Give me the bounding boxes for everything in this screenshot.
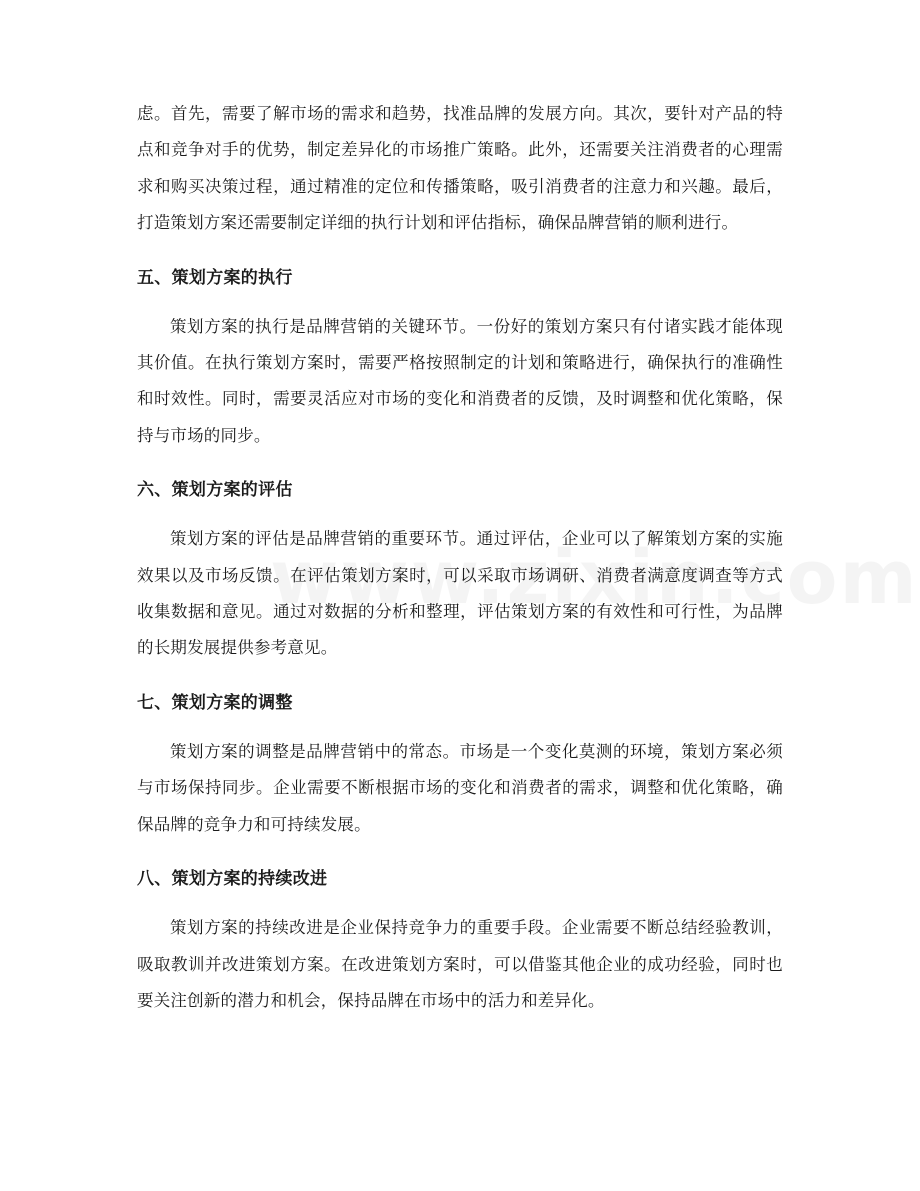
section-body-adjustment: 策划方案的调整是品牌营销中的常态。市场是一个变化莫测的环境，策划方案必须与市场保持同步。企业需要不断根据市场的变化和消费者的需求，调整和优化策略，确保品牌的竞争力和可持续发展。 <box>137 741 783 834</box>
section-heading-execution: 五、策划方案的执行 <box>137 267 293 288</box>
document-body <box>137 96 783 1019</box>
section-body-improvement: 策划方案的持续改进是企业保持竞争力的重要手段。企业需要不断总结经验教训，吸取教训并改进策划方案。在改进策划方案时，可以借鉴其他企业的成功经验，同时也要关注创新的潜力和机会，保持品牌在市场中的活力和差异化。 <box>137 918 783 1010</box>
intro-paragraph: 虑。首先，需要了解市场的需求和趋势，找准品牌的发展方向。其次，要针对产品的特点和竞争对手的优势，制定差异化的市场推广策略。此外，还需要关注消费者的心理需求和购买决策过程，通过精准的定位和传播策略，吸引消费者的注意力和兴趣。最后，打造策划方案还需要制定详细的执行计划和评估指标，确保品牌营销的顺利进行。 <box>137 104 783 233</box>
section-body-execution: 策划方案的执行是品牌营销的关键环节。一份好的策划方案只有付诸实践才能体现其价值。在执行策划方案时，需要严格按照制定的计划和策略进行，确保执行的准确性和时效性。同时，需要灵活应对市场的变化和消费者的反馈，及时调整和优化策略，保持与市场的同步。 <box>137 316 783 445</box>
section-body-evaluation: 策划方案的评估是品牌营销的重要环节。通过评估，企业可以了解策划方案的实施效果以及市场反馈。在评估策划方案时，可以采取市场调研、消费者满意度调查等方式收集数据和意见。通过对数据的分析和整理，评估策划方案的有效性和可行性，为品牌的长期发展提供参考意见。 <box>137 529 783 658</box>
section-heading-adjustment: 七、策划方案的调整 <box>137 692 293 713</box>
section-heading-improvement: 八、策划方案的持续改进 <box>137 869 328 890</box>
section-heading-evaluation: 六、策划方案的评估 <box>137 480 293 501</box>
